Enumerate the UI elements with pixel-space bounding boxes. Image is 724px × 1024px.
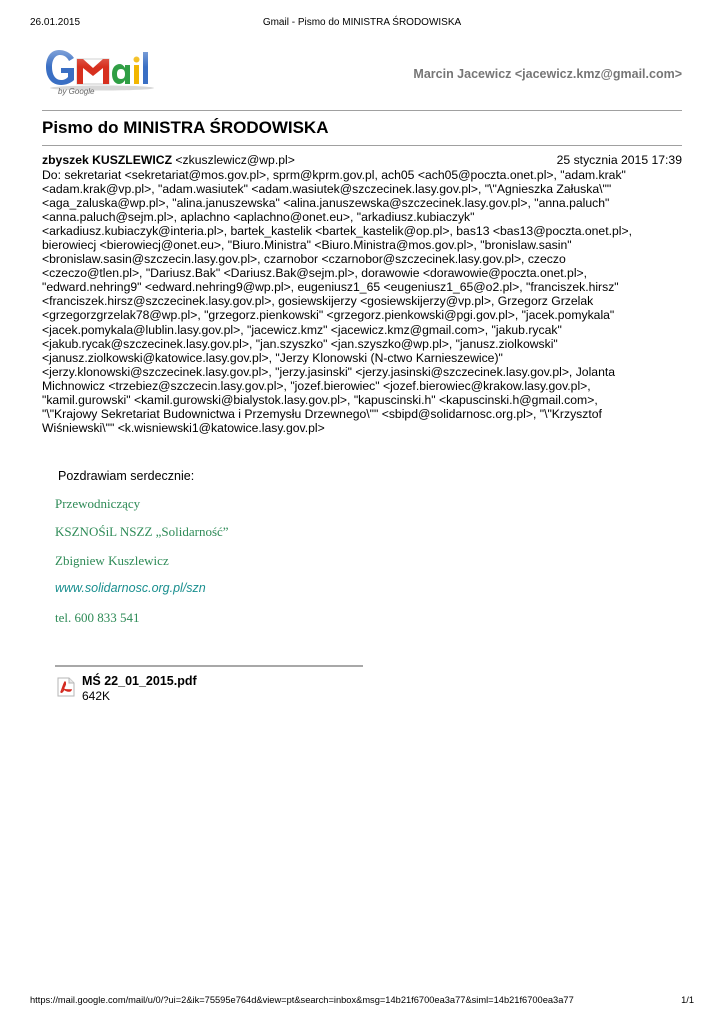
recipient-line: "\"Krajowy Sekretariat Budownictwa i Przemysłu Drzewnego\"" <sbipd@solidarnosc.org.pl>, "\"Krzysztof (42, 406, 602, 421)
recipient-line: Do: sekretariat <sekretariat@mos.gov.pl>, sprm@kprm.gov.pl, ach05 <ach05@poczta.onet.pl>, "adam.krak" (42, 168, 626, 182)
page-number: 1/1 (681, 995, 694, 1005)
recipient-line: <jakub.rycak@szczecinek.lasy.gov.pl>, "jan.szyszko" <jan.szyszko@wp.pl>, "janusz.ziolkowski" (42, 336, 558, 351)
recipient-line: bierowiecj <bierowiecj@onet.eu>, "Biuro.Ministra" <Biuro.Ministra@mos.gov.pl>, "bronislaw.sasin" (42, 238, 572, 253)
pdf-file-icon[interactable] (57, 677, 75, 697)
attachment-divider (55, 665, 363, 667)
message-date: 25 stycznia 2015 17:39 (556, 153, 682, 167)
recipient-line: <janusz.ziolkowski@katowice.lasy.gov.pl>, "Jerzy Klonowski (N-ctwo Karnieszewice)" (42, 350, 503, 365)
recipient-line: <czeczo@tlen.pl>, "Dariusz.Bak" <Dariusz.Bak@sejm.pl>, dorawowie <dorawowie@poczta.onet.pl>, (42, 266, 588, 281)
signature-link[interactable]: www.solidarnosc.org.pl/szn (55, 581, 206, 595)
header-divider (42, 110, 682, 111)
sender-email: <zkuszlewicz@wp.pl> (172, 153, 295, 167)
recipient-line: <aga_zaluska@wp.pl>, "alina.januszewska" <alina.januszewska@szczecinek.lasy.gov.pl>, "anna.paluch" (42, 196, 610, 211)
logo-byline: by Google (58, 87, 95, 96)
recipient-line: <franciszek.hirsz@szczecinek.lasy.gov.pl>, gosiewskijerzy <gosiewskijerzy@vp.pl>, Grzegorz Grzelak (42, 294, 594, 309)
recipient-line: <grzegorzgrzelak78@wp.pl>, "grzegorz.pienkowski" <grzegorz.pienkowski@pgi.gov.pl>, "jacek.pomykala" (42, 308, 615, 323)
recipient-line: Wiśniewski\"" <k.wisniewski1@katowice.lasy.gov.pl> (42, 420, 325, 435)
print-date: 26.01.2015 (30, 17, 81, 28)
print-url: https://mail.google.com/mail/u/0/?ui=2&ik=75595e764d&view=pt&search=inbox&msg=14b21f6700ea3a77&siml=14b21f6700ea3a77 (30, 995, 574, 1005)
recipient-list (42, 168, 687, 435)
greeting: Pozdrawiam serdecznie: (58, 469, 195, 483)
signature-title: Przewodniczący (55, 496, 141, 511)
signature-organization: KSZNOŚiL NSZZ „Solidarność” (55, 524, 229, 539)
gmail-logo[interactable] (44, 40, 179, 102)
message-header (42, 153, 682, 168)
recipient-line: "kamil.gurowski" <kamil.gurowski@bialystok.lasy.gov.pl>, "kapuscinski.h" <kapuscinski.h@gmail.com>, (42, 392, 598, 407)
print-header (30, 17, 694, 31)
recipient-line: <adam.krak@vp.pl>, "adam.wasiutek" <adam.wasiutek@szczecinek.lasy.gov.pl>, "\"Agnieszka Załuska\"" (42, 182, 612, 197)
recipient-line: <jerzy.klonowski@szczecinek.lasy.gov.pl>, "jerzy.jasinski" <jerzy.jasinski@szczecinek.lasy.gov.pl>, Jolanta (42, 364, 616, 379)
recipient-line: <jacek.pomykala@lublin.lasy.gov.pl>, "jacewicz.kmz" <jacewicz.kmz@gmail.com>, "jakub.rycak" (42, 322, 562, 337)
recipient-line: <bronislaw.sasin@szczecin.lasy.gov.pl>, czarnobor <czarnobor@szczecinek.lasy.gov.pl>, czeczo (42, 252, 566, 267)
attachment-name[interactable]: MŚ 22_01_2015.pdf (82, 674, 197, 688)
recipient-line: "edward.nehring9" <edward.nehring9@wp.pl>, eugeniusz1_65 <eugeniusz1_65@o2.pl>, "franciszek.hirsz" (42, 280, 619, 295)
recipient-line: <anna.paluch@sejm.pl>, aplachno <aplachno@onet.eu>, "arkadiusz.kubiaczyk" (42, 210, 475, 225)
print-title: Gmail - Pismo do MINISTRA ŚRODOWISKA (262, 17, 462, 28)
sender-name: zbyszek KUSZLEWICZ (42, 153, 173, 167)
recipient-line: Michnowicz <trzebiez@szczecin.lasy.gov.pl>, "jozef.bierowiec" <jozef.bierowiec@krakow.lasy.gov.pl>, (42, 378, 591, 393)
recipient-line: <arkadiusz.kubiaczyk@interia.pl>, bartek_kastelik <bartek_kastelik@op.pl>, bas13 <bas13@poczta.onet.pl>, (42, 224, 632, 239)
subject-divider (42, 145, 682, 146)
signature-name: Zbigniew Kuszlewicz (55, 553, 169, 568)
account-name: Marcin Jacewicz <jacewicz.kmz@gmail.com> (413, 67, 682, 81)
attachment-size: 642K (82, 689, 111, 703)
message-subject: Pismo do MINISTRA ŚRODOWISKA (42, 118, 329, 137)
signature-phone: tel. 600 833 541 (55, 610, 140, 625)
